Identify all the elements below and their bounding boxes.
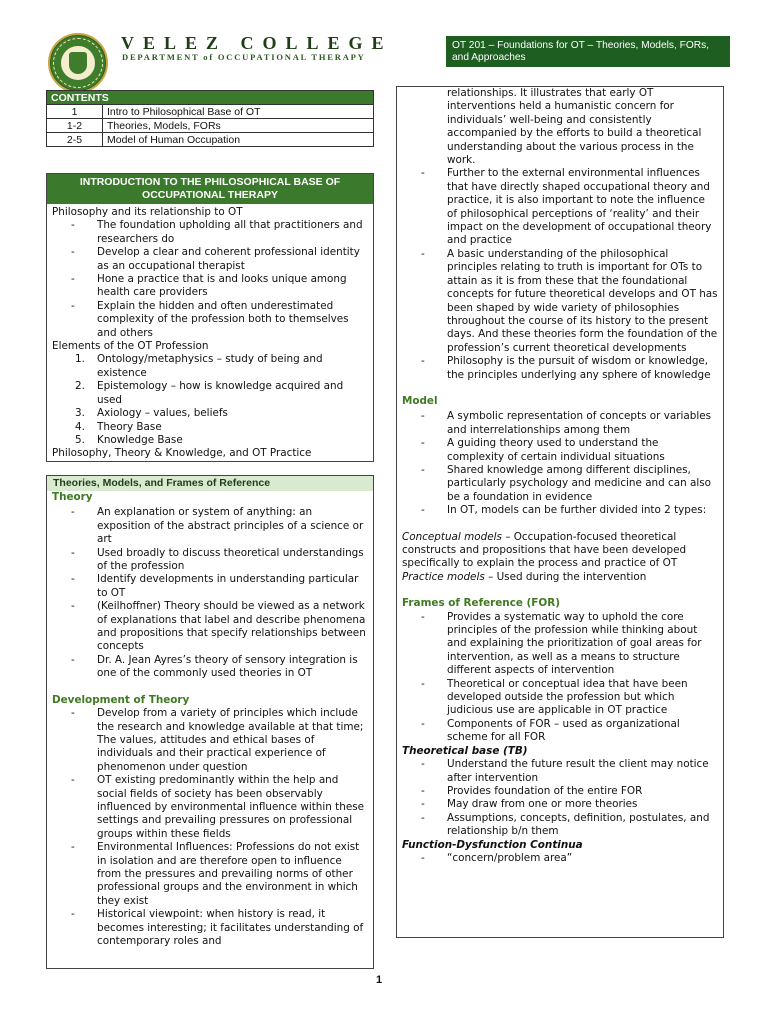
list-item: - Provides foundation of the entire FOR	[421, 784, 643, 797]
theories-section	[46, 475, 374, 969]
contents-page: 1-2	[47, 119, 103, 133]
list-item: 1. Ontology/metaphysics – study of being and existence	[75, 353, 323, 379]
conceptual-models	[402, 531, 718, 571]
list-item: - An explanation or system of anything: an exposition of the abstract principles of a science or art	[71, 506, 364, 546]
fdc-heading: Function-Dysfunction Continua	[402, 838, 583, 851]
list-item: - The foundation upholding all that practitioners and researchers do	[71, 219, 363, 245]
list-item: - (Keilhoffner) Theory should be viewed as a network of explanations that label and describe phenomena and propositions that specify relationships between concepts	[71, 600, 366, 653]
list-item: - Explain the hidden and often underestimated complexity of the profession both to themselves and others	[71, 299, 349, 339]
contents-table	[46, 90, 374, 147]
fdc-list	[402, 852, 718, 865]
list-item: - In OT, models can be further divided into 2 types:	[421, 504, 707, 517]
development-heading: Development of Theory	[52, 693, 190, 706]
practice-label: Practice models	[402, 570, 485, 583]
course-title: OT 201 – Foundations for OT – Theories, Models, FORs, and Approaches	[446, 36, 730, 67]
contents-topic: Intro to Philosophical Base of OT	[103, 105, 374, 119]
philosophy-list	[52, 219, 368, 340]
elements-heading: Elements of the OT Profession	[52, 340, 209, 353]
table-row	[47, 105, 374, 119]
theories-title: Theories, Models, and Frames of Reference	[47, 476, 373, 491]
department-name: DEPARTMENT of OCCUPATIONAL THERAPY	[122, 52, 366, 62]
for-heading: Frames of Reference (FOR)	[402, 597, 560, 610]
contents-topic: Theories, Models, FORs	[103, 119, 374, 133]
list-item: - Historical viewpoint: when history is read, it becomes interesting; it facilitates understanding of contemporary roles and	[71, 908, 364, 947]
list-item: - A symbolic representation of concepts or variables and interrelationships among them	[421, 410, 712, 436]
list-item: 2. Epistemology – how is knowledge acquired and used	[75, 380, 344, 406]
list-item: - Theoretical or conceptual idea that have been developed outside the profession but which judicious use are applicable in OT practice	[421, 677, 688, 717]
list-item: - Shared knowledge among different disciplines, particularly psychology and medicine and can also be a foundation in evidence	[421, 463, 712, 503]
list-item: - Provides a systematic way to uphold the core principles of the profession while thinking about and explaining the prioritization of goal areas for intervention, as well as a means to structure different aspects of intervention	[421, 610, 702, 677]
list-item: - Hone a practice that is and looks unique among health care providers	[71, 273, 347, 299]
continued-text: relationships. It illustrates that early OT interventions held a humanistic concern for individuals’ well-being and consistently accompanied by the efforts to build a theoretical understanding about the various process in the work.	[447, 87, 702, 167]
list-item: - A guiding theory used to understand the complexity of certain individual situations	[421, 437, 665, 463]
list-item: - Understand the future result the client may notice after intervention	[421, 758, 709, 784]
for-list	[402, 611, 718, 745]
list-item: - Develop from a variety of principles which include the research and knowledge available at that time; The values, attitudes and ethical bases of individuals and their practical experience of phenomenon under question	[71, 707, 364, 773]
list-item: - Dr. A. Jean Ayres’s theory of sensory integration is one of the commonly used theories in OT	[71, 653, 358, 680]
list-item: 4. Theory Base	[75, 420, 162, 433]
college-name: VELEZ COLLEGE	[121, 33, 393, 53]
college-logo	[48, 33, 108, 93]
theory-heading: Theory	[52, 491, 93, 503]
intro-title: INTRODUCTION TO THE PHILOSOPHICAL BASE OF OCCUPATIONAL THERAPY	[47, 174, 373, 204]
list-item: 3. Axiology – values, beliefs	[75, 407, 228, 420]
list-item: - Philosophy is the pursuit of wisdom or knowledge, the principles underlying any sphere of knowledge	[421, 355, 711, 381]
conceptual-text: – Occupation-focused theoretical constructs and propositions that have been developed specifically to explain the process and practice of OT	[402, 530, 687, 570]
table-row	[47, 119, 374, 133]
list-item: - Further to the external environmental influences that have directly shaped occupational theory and practice, it is also important to note the influence of philosophical perceptions of ‘reality’ and their impact on the development of occupational theory and practice	[421, 167, 712, 247]
table-row	[47, 133, 374, 147]
tb-heading: Theoretical base (TB)	[402, 744, 528, 757]
practice-models	[402, 571, 718, 584]
intro-section	[46, 173, 374, 462]
elements-list	[52, 353, 368, 447]
contents-page: 1	[47, 105, 103, 119]
philosophy-heading: Philosophy and its relationship to OT	[52, 206, 243, 218]
logo-shield-icon	[69, 52, 87, 74]
page-number: 1	[376, 974, 383, 986]
conceptual-label: Conceptual models	[402, 530, 502, 543]
list-item: - Used broadly to discuss theoretical understandings of the profession	[71, 546, 364, 573]
practice-text: – Used during the intervention	[484, 570, 647, 583]
list-item: - “concern/problem area”	[421, 851, 573, 864]
right-column-section	[396, 86, 724, 938]
contents-title: CONTENTS	[47, 91, 374, 105]
list-item: 5. Knowledge Base	[75, 433, 183, 446]
tb-list	[402, 758, 718, 838]
continued-list	[402, 167, 718, 382]
contents-topic: Model of Human Occupation	[103, 133, 374, 147]
model-heading: Model	[402, 394, 438, 407]
list-item: - Develop a clear and coherent professional identity as an occupational therapist	[71, 246, 360, 272]
list-item: - Assumptions, concepts, definition, postulates, and relationship b/n them	[421, 811, 710, 838]
list-item: - A basic understanding of the philosophical principles relating to truth is important for OTs to attain as it is from these that the foundational concepts for future theoretical develops and OT has been shaped by wide variety of philosophies throughout the course of its history to the present days. And these theories form the foundation of the profession’s current theoretical developments	[421, 247, 718, 354]
intro-footer-line: Philosophy, Theory & Knowledge, and OT Practice	[52, 447, 312, 460]
contents-page: 2-5	[47, 133, 103, 147]
list-item: - Identify developments in understanding particular to OT	[71, 573, 359, 599]
list-item: - Components of FOR – used as organizational scheme for all FOR	[421, 717, 680, 744]
list-item: - Environmental Influences: Professions do not exist in isolation and are therefore open to influence from the pressures and prevailing norms of other professional groups and the environment in which they exist	[71, 841, 360, 907]
list-item: - OT existing predominantly within the help and social fields of society has been observably influenced by environmental influence within these settings and prevailing pressures on professional groups within these fields	[71, 774, 365, 840]
theory-list	[52, 504, 368, 680]
model-list	[402, 408, 718, 517]
development-list	[52, 707, 368, 948]
list-item: - May draw from one or more theories	[421, 798, 638, 811]
